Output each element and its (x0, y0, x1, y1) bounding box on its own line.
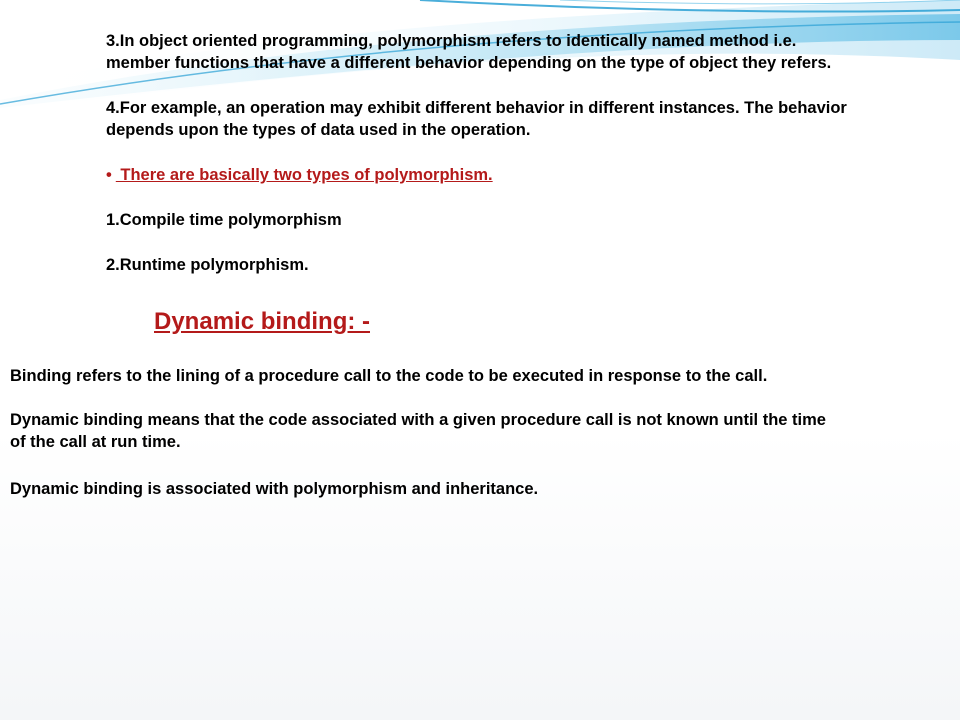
paragraph-binding-definition: Binding refers to the lining of a procedure call to the code to be executed in response to the call. (10, 367, 768, 385)
text-line: of the call at run time. (10, 433, 181, 451)
bullet-marker: • (106, 166, 112, 184)
text-line: 3.In object oriented programming, polymorphism refers to identically named method i.e. (106, 32, 797, 50)
list-item-runtime: 2.Runtime polymorphism. (106, 256, 309, 274)
paragraph-dynamic-binding-meaning (10, 409, 826, 453)
paragraph-polymorphism-example (106, 97, 847, 141)
bullet-text: There are basically two types of polymorphism. (115, 166, 493, 184)
text-line: member functions that have a different behavior depending on the type of object they refers. (106, 54, 832, 72)
paragraph-dynamic-binding-association: Dynamic binding is associated with polymorphism and inheritance. (10, 480, 539, 498)
heading-dynamic-binding: Dynamic binding: - (154, 308, 370, 335)
text-line: Dynamic binding means that the code associated with a given procedure call is not known until the time (10, 411, 826, 429)
paragraph-polymorphism-definition (106, 30, 831, 74)
text-line: depends upon the types of data used in the operation. (106, 121, 531, 139)
text-line: 4.For example, an operation may exhibit different behavior in different instances. The behavior (106, 99, 847, 117)
bullet-polymorphism-types (106, 164, 493, 186)
list-item-compile-time: 1.Compile time polymorphism (106, 211, 342, 229)
